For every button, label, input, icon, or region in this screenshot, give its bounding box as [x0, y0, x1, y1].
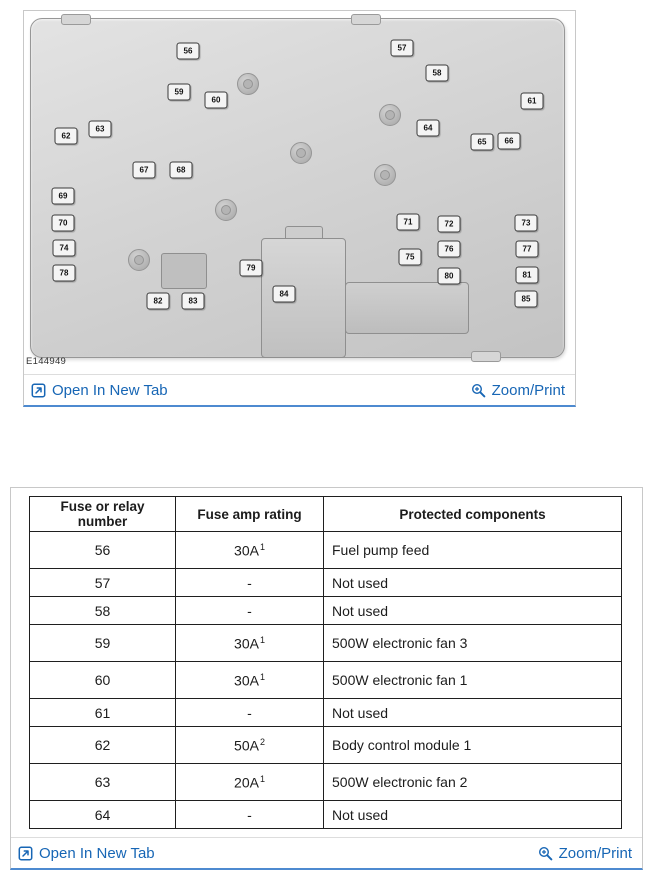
table-row — [30, 532, 622, 569]
fuse-label-58: 58 — [426, 65, 449, 82]
fuse-label-85: 85 — [515, 291, 538, 308]
table-row — [30, 764, 622, 801]
fuse-label-57: 57 — [391, 40, 414, 57]
fuse-label-63: 63 — [89, 121, 112, 138]
fuse-number-cell: 62 — [30, 727, 176, 764]
fuse-label-67: 67 — [133, 162, 156, 179]
fuse-number-cell: 63 — [30, 764, 176, 801]
fuse-label-84: 84 — [273, 286, 296, 303]
relay-block — [161, 253, 207, 289]
header-protected-components: Protected components — [324, 497, 622, 532]
open-in-new-tab-label: Open In New Tab — [39, 844, 155, 862]
fuse-label-60: 60 — [205, 92, 228, 109]
diagram-footer — [24, 374, 575, 405]
stud-icon — [215, 199, 237, 221]
fuse-number-cell: 64 — [30, 801, 176, 829]
fuse-label-81: 81 — [516, 267, 539, 284]
component-cell: Body control module 1 — [324, 727, 622, 764]
open-in-new-icon — [31, 383, 46, 398]
fuse-number-cell: 56 — [30, 532, 176, 569]
component-cell: Fuel pump feed — [324, 532, 622, 569]
fuse-label-64: 64 — [417, 120, 440, 137]
fuse-label-61: 61 — [521, 93, 544, 110]
component-cell: 500W electronic fan 2 — [324, 764, 622, 801]
zoom-print-label: Zoom/Print — [558, 844, 632, 862]
fuse-label-83: 83 — [182, 293, 205, 310]
table-footer — [11, 837, 642, 868]
fuse-label-70: 70 — [52, 215, 75, 232]
fuse-table-area — [11, 488, 642, 837]
stud-icon — [374, 164, 396, 186]
zoom-print-link[interactable] — [471, 382, 565, 399]
amp-rating-cell: $30A^1$ — [176, 662, 324, 699]
amp-rating-cell: - — [176, 597, 324, 625]
fuse-label-74: 74 — [53, 240, 76, 257]
figure-id: E144949 — [26, 356, 67, 367]
zoom-print-label: Zoom/Print — [491, 381, 565, 399]
fuse-label-80: 80 — [438, 268, 461, 285]
fuse-table-card — [10, 487, 643, 870]
component-cell: Not used — [324, 801, 622, 829]
header-amp-rating: Fuse amp rating — [176, 497, 324, 532]
zoom-print-link[interactable] — [538, 845, 632, 862]
zoom-magnifier-icon — [471, 383, 486, 398]
fuse-label-75: 75 — [399, 249, 422, 266]
fusebox-panel — [30, 18, 565, 358]
component-cell: 500W electronic fan 1 — [324, 662, 622, 699]
table-row — [30, 569, 622, 597]
table-row — [30, 727, 622, 764]
component-cell: 500W electronic fan 3 — [324, 625, 622, 662]
amp-rating-cell: $20A^1$ — [176, 764, 324, 801]
fuse-label-77: 77 — [516, 241, 539, 258]
fuse-table-body — [30, 532, 622, 829]
fuse-number-cell: 58 — [30, 597, 176, 625]
fuse-label-71: 71 — [397, 214, 420, 231]
open-in-new-tab-label: Open In New Tab — [52, 381, 168, 399]
fuse-label-69: 69 — [52, 188, 75, 205]
fuse-number-cell: 57 — [30, 569, 176, 597]
stud-icon — [379, 104, 401, 126]
open-in-new-tab-link[interactable] — [18, 845, 155, 862]
fuse-label-56: 56 — [177, 43, 200, 60]
fuse-label-59: 59 — [168, 84, 191, 101]
component-cell: Not used — [324, 597, 622, 625]
fuse-label-76: 76 — [438, 241, 461, 258]
open-in-new-tab-link[interactable] — [31, 382, 168, 399]
stud-icon — [237, 73, 259, 95]
fuse-table — [29, 496, 622, 829]
amp-rating-cell: $30A^1$ — [176, 625, 324, 662]
fuse-label-78: 78 — [53, 265, 76, 282]
amp-rating-cell: $50A^2$ — [176, 727, 324, 764]
table-row — [30, 625, 622, 662]
amp-rating-cell: - — [176, 699, 324, 727]
table-row — [30, 597, 622, 625]
fusebox-diagram — [24, 11, 575, 374]
header-fuse-number: Fuse or relay number — [30, 497, 176, 532]
fuse-label-82: 82 — [147, 293, 170, 310]
component-cell: Not used — [324, 569, 622, 597]
open-in-new-icon — [18, 846, 33, 861]
stud-icon — [128, 249, 150, 271]
panel-tab — [61, 14, 91, 25]
fuse-label-79: 79 — [240, 260, 263, 277]
amp-rating-cell: $30A^1$ — [176, 532, 324, 569]
table-header-row — [30, 497, 622, 532]
component-cell: Not used — [324, 699, 622, 727]
stud-icon — [290, 142, 312, 164]
fuse-label-62: 62 — [55, 128, 78, 145]
fuse-number-cell: 60 — [30, 662, 176, 699]
zoom-magnifier-icon — [538, 846, 553, 861]
fuse-label-68: 68 — [170, 162, 193, 179]
amp-rating-cell: - — [176, 801, 324, 829]
fuse-number-cell: 61 — [30, 699, 176, 727]
panel-tab — [351, 14, 381, 25]
fuse-label-72: 72 — [438, 216, 461, 233]
fusebox-diagram-card — [23, 10, 576, 407]
module-block — [345, 282, 469, 334]
fuse-label-65: 65 — [471, 134, 494, 151]
fuse-number-cell: 59 — [30, 625, 176, 662]
amp-rating-cell: - — [176, 569, 324, 597]
table-row — [30, 662, 622, 699]
panel-tab — [471, 351, 501, 362]
table-row — [30, 801, 622, 829]
table-row — [30, 699, 622, 727]
fuse-label-66: 66 — [498, 133, 521, 150]
fuse-label-73: 73 — [515, 215, 538, 232]
